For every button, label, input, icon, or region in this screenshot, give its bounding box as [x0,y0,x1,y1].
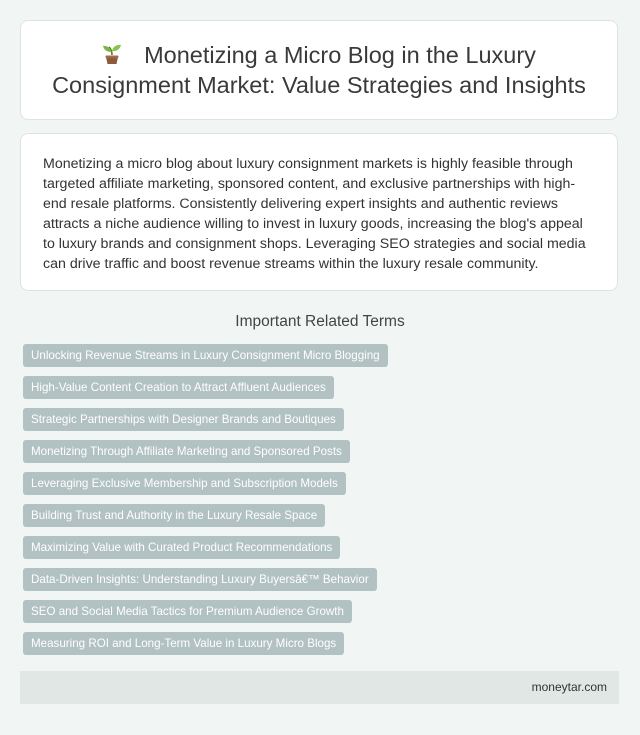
related-term-tag[interactable]: Measuring ROI and Long-Term Value in Luxury Micro Blogs [23,632,344,655]
related-term-tag[interactable]: Data-Driven Insights: Understanding Luxury Buyersâ€™ Behavior [23,568,377,591]
summary-card [20,133,618,291]
related-term-tag[interactable]: Leveraging Exclusive Membership and Subscription Models [23,472,346,495]
related-term-tag[interactable]: Maximizing Value with Curated Product Recommendations [23,536,340,559]
related-term-tag[interactable]: Building Trust and Authority in the Luxury Resale Space [23,504,325,527]
related-term-tag[interactable]: SEO and Social Media Tactics for Premium Audience Growth [23,600,352,623]
footer-site-link[interactable]: moneytar.com [531,680,607,694]
footer [20,671,619,704]
summary-text: Monetizing a micro blog about luxury consignment markets is highly feasible through targeted affiliate marketing, sponsored content, and exclusive partnerships with high-end resale platforms. Consistently delivering expert insights and authentic reviews attracts a niche audience willing to invest in luxury goods, increasing the blog's appeal to luxury brands and consignment shops. Leveraging SEO strategies and social media can drive traffic and boost revenue streams within the luxury resale community. [43,156,586,272]
related-term-tag[interactable]: Strategic Partnerships with Designer Brands and Boutiques [23,408,344,431]
page-title [45,40,593,100]
related-term-tag[interactable]: High-Value Content Creation to Attract Affluent Audiences [23,376,334,399]
title-text: Monetizing a Micro Blog in the Luxury Consignment Market: Value Strategies and Insights [52,42,586,98]
related-terms-heading: Important Related Terms [235,313,405,330]
related-terms-list [23,344,388,664]
related-term-tag[interactable]: Monetizing Through Affiliate Marketing and Sponsored Posts [23,440,350,463]
title-card [20,20,618,120]
seedling-icon [102,43,122,65]
related-term-tag[interactable]: Unlocking Revenue Streams in Luxury Consignment Micro Blogging [23,344,388,367]
